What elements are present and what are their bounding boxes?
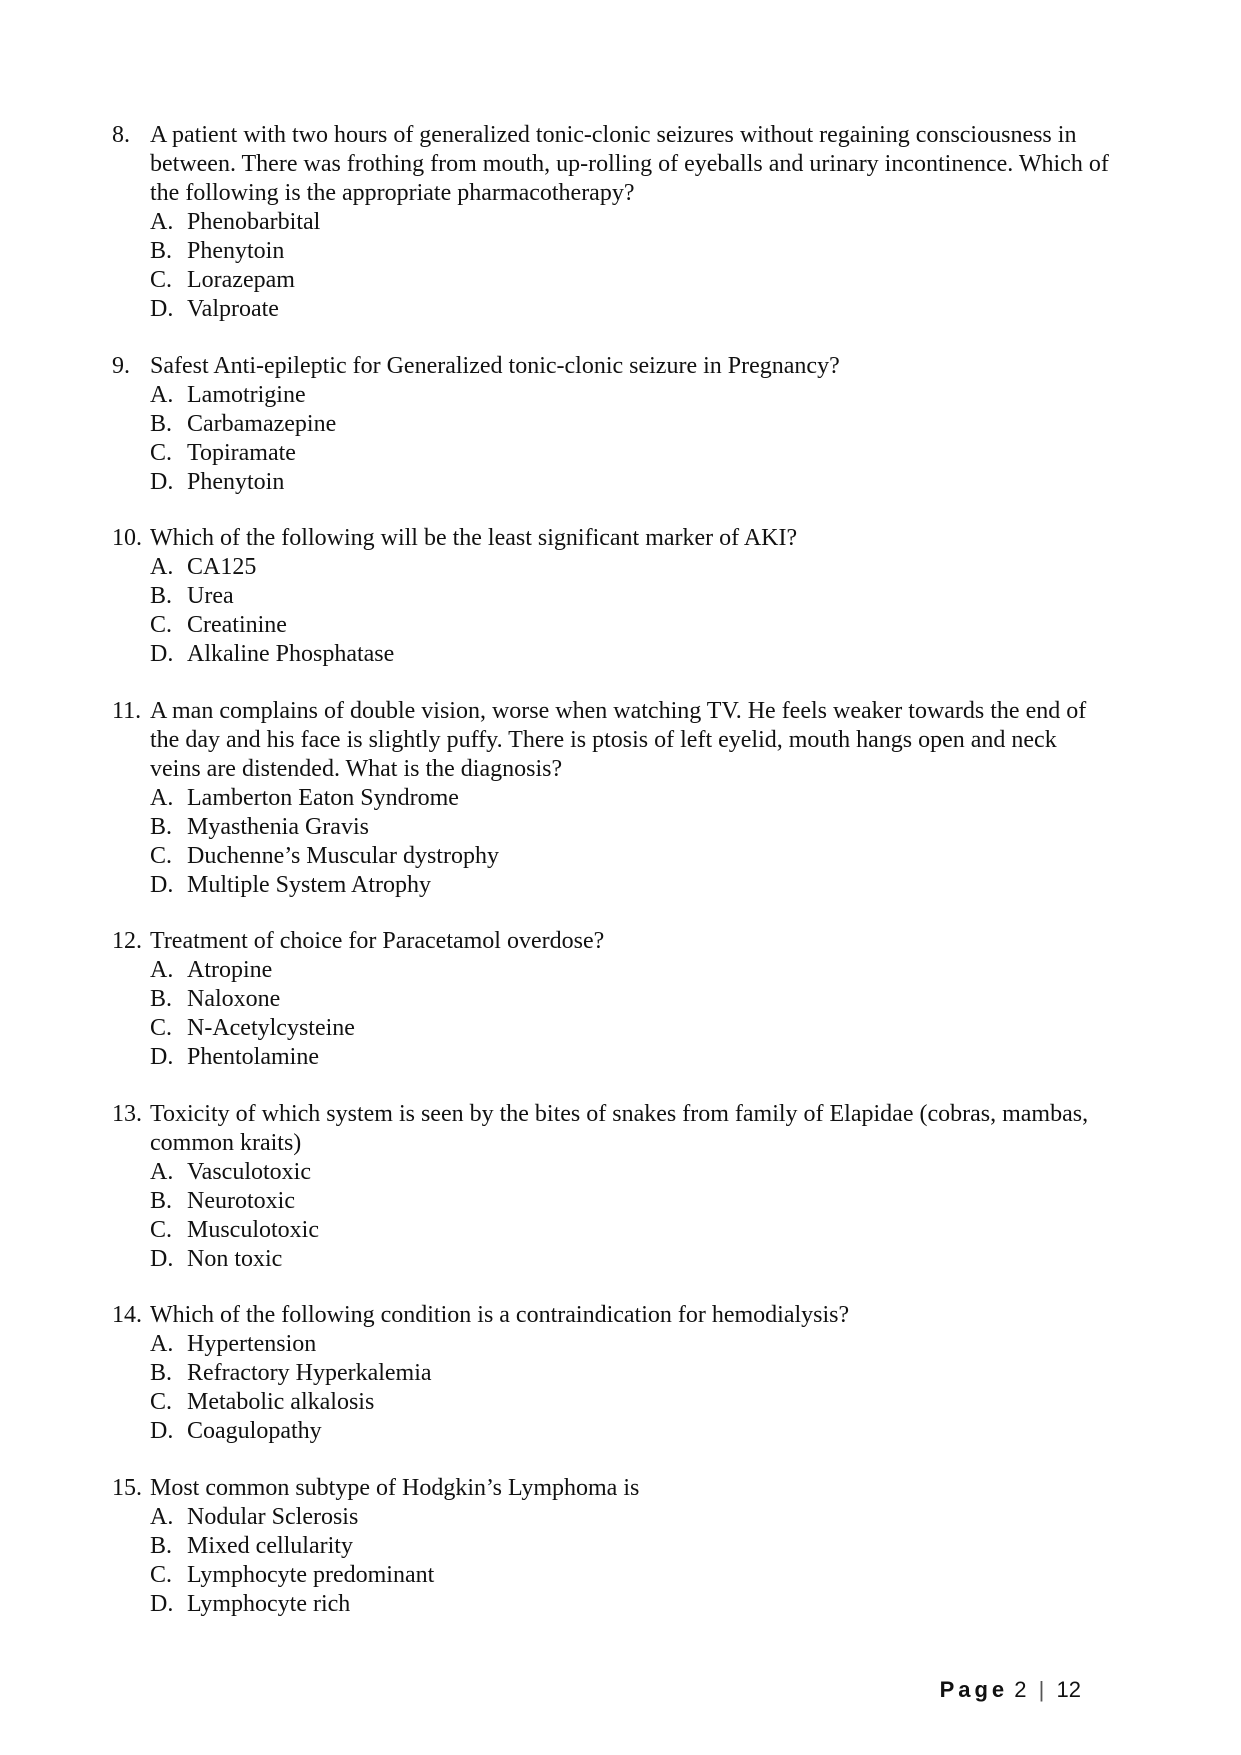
option-letter: C. (150, 612, 173, 638)
option-letter: A. (150, 1331, 174, 1357)
option-c (150, 1216, 1112, 1245)
option-letter: D. (150, 296, 174, 322)
option-text: Valproate (187, 296, 279, 322)
option-d (150, 871, 1112, 900)
option-text: Phenytoin (187, 238, 285, 264)
option-d (150, 295, 1112, 324)
option-letter: D. (150, 641, 174, 667)
option-text: Multiple System Atrophy (187, 871, 432, 898)
option-text: Hypertension (187, 1331, 317, 1357)
option-b (150, 1359, 1112, 1388)
question-12 (112, 927, 1112, 1072)
option-letter: B. (150, 986, 173, 1012)
option-a (150, 1503, 1112, 1532)
option-letter: C. (150, 1015, 173, 1041)
option-b (150, 1187, 1112, 1216)
option-letter: A. (150, 1158, 174, 1185)
option-c (150, 1561, 1112, 1590)
question-11 (112, 697, 1112, 900)
question-number: 10. (112, 525, 142, 551)
question-number: 8. (112, 122, 130, 148)
option-b (150, 582, 1112, 611)
question-15 (112, 1474, 1112, 1619)
option-list (150, 956, 1112, 1072)
total-pages: 12 (1056, 1677, 1081, 1702)
option-text: Nodular Sclerosis (187, 1503, 359, 1530)
question-list (112, 121, 1112, 1646)
option-text: CA125 (187, 554, 257, 580)
question-10 (112, 524, 1112, 669)
option-text: Neurotoxic (187, 1187, 295, 1214)
question-14 (112, 1301, 1112, 1446)
option-text: Musculotoxic (187, 1216, 319, 1243)
question-text: Which of the following condition is a contraindication for hemodialysis? (150, 1302, 850, 1328)
option-list (150, 208, 1112, 324)
option-b (150, 410, 1112, 439)
option-text: Topiramate (187, 439, 296, 466)
option-letter: B. (150, 1360, 173, 1386)
option-text: Lamberton Eaton Syndrome (187, 784, 459, 811)
option-text: Coagulopathy (187, 1418, 322, 1444)
option-list (150, 1503, 1112, 1619)
option-letter: A. (150, 381, 174, 408)
option-letter: B. (150, 238, 173, 264)
option-text: Carbamazepine (187, 410, 337, 437)
option-a (150, 1330, 1112, 1359)
option-letter: B. (150, 410, 173, 437)
option-letter: C. (150, 842, 173, 869)
page-separator: | (1038, 1677, 1045, 1702)
option-a (150, 553, 1112, 582)
option-text: Urea (187, 583, 234, 609)
option-d (150, 468, 1112, 497)
question-number: 15. (112, 1474, 142, 1501)
option-a (150, 381, 1112, 410)
option-list (150, 381, 1112, 497)
option-text: Phenytoin (187, 468, 285, 495)
option-letter: B. (150, 813, 173, 840)
option-b (150, 813, 1112, 842)
question-13 (112, 1100, 1112, 1274)
option-letter: D. (150, 871, 174, 898)
option-letter: D. (150, 468, 174, 495)
option-letter: C. (150, 1561, 173, 1588)
option-list (150, 784, 1112, 900)
option-letter: B. (150, 1187, 173, 1214)
option-text: Non toxic (187, 1245, 283, 1272)
option-a (150, 784, 1112, 813)
option-c (150, 1014, 1112, 1043)
question-text: Treatment of choice for Paracetamol overdose? (150, 928, 605, 954)
option-list (150, 553, 1112, 669)
option-text: Metabolic alkalosis (187, 1389, 375, 1415)
option-list (150, 1330, 1112, 1446)
option-letter: D. (150, 1245, 174, 1272)
option-letter: D. (150, 1418, 174, 1444)
question-text: Which of the following will be the least significant marker of AKI? (150, 525, 798, 551)
question-number: 12. (112, 928, 142, 954)
option-letter: A. (150, 554, 174, 580)
question-text: Most common subtype of Hodgkin’s Lymphoma is (150, 1474, 640, 1501)
page-footer (940, 1677, 1081, 1703)
question-number: 13. (112, 1100, 142, 1127)
option-c (150, 1388, 1112, 1417)
option-d (150, 1417, 1112, 1446)
option-a (150, 1158, 1112, 1187)
option-text: Atropine (187, 957, 273, 983)
option-b (150, 1532, 1112, 1561)
question-number: 11. (112, 697, 142, 724)
option-c (150, 611, 1112, 640)
question-text: Toxicity of which system is seen by the bites of snakes from family of Elapidae (cobras, mambas, common kraits) (150, 1100, 1089, 1156)
option-text: N-Acetylcysteine (187, 1015, 355, 1041)
question-text: Safest Anti-epileptic for Generalized tonic-clonic seizure in Pregnancy? (150, 352, 840, 379)
option-text: Lymphocyte rich (187, 1590, 351, 1617)
option-text: Myasthenia Gravis (187, 813, 369, 840)
option-letter: D. (150, 1044, 174, 1070)
option-letter: C. (150, 267, 173, 293)
option-text: Lorazepam (187, 267, 295, 293)
option-letter: A. (150, 957, 174, 983)
option-letter: C. (150, 439, 173, 466)
option-text: Lymphocyte predominant (187, 1561, 435, 1588)
option-d (150, 1043, 1112, 1072)
option-text: Lamotrigine (187, 381, 306, 408)
option-text: Naloxone (187, 986, 281, 1012)
option-c (150, 439, 1112, 468)
option-c (150, 842, 1112, 871)
option-letter: B. (150, 583, 173, 609)
question-text: A patient with two hours of generalized tonic-clonic seizures without regaining consciousness in between. There was frothing from mouth, up-rolling of eyeballs and urinary incontinence. Which of the following is the appropriate pharmacotherapy? (150, 122, 1109, 206)
option-letter: C. (150, 1216, 173, 1243)
option-text: Duchenne’s Muscular dystrophy (187, 842, 499, 869)
option-letter: D. (150, 1590, 174, 1617)
option-c (150, 266, 1112, 295)
option-list (150, 1158, 1112, 1274)
option-d (150, 1590, 1112, 1619)
option-b (150, 237, 1112, 266)
option-text: Mixed cellularity (187, 1532, 353, 1559)
option-letter: B. (150, 1532, 173, 1559)
current-page-number: 2 (1014, 1677, 1027, 1702)
option-letter: C. (150, 1389, 173, 1415)
option-text: Refractory Hyperkalemia (187, 1360, 432, 1386)
option-letter: A. (150, 784, 174, 811)
question-text: A man complains of double vision, worse when watching TV. He feels weaker towards the end of the day and his face is slightly puffy. There is ptosis of left eyelid, mouth hangs open and neck veins are distended. What is the diagnosis? (150, 697, 1087, 782)
option-text: Creatinine (187, 612, 287, 638)
question-number: 9. (112, 352, 130, 379)
option-text: Alkaline Phosphatase (187, 641, 395, 667)
option-a (150, 208, 1112, 237)
option-text: Vasculotoxic (187, 1158, 311, 1185)
option-d (150, 640, 1112, 669)
question-8 (112, 121, 1112, 324)
question-number: 14. (112, 1302, 142, 1328)
option-text: Phenobarbital (187, 209, 321, 235)
option-text: Phentolamine (187, 1044, 319, 1070)
option-a (150, 956, 1112, 985)
option-letter: A. (150, 209, 174, 235)
option-letter: A. (150, 1503, 174, 1530)
question-9 (112, 352, 1112, 497)
option-d (150, 1245, 1112, 1274)
option-b (150, 985, 1112, 1014)
page-label: Page (939, 1677, 1009, 1702)
